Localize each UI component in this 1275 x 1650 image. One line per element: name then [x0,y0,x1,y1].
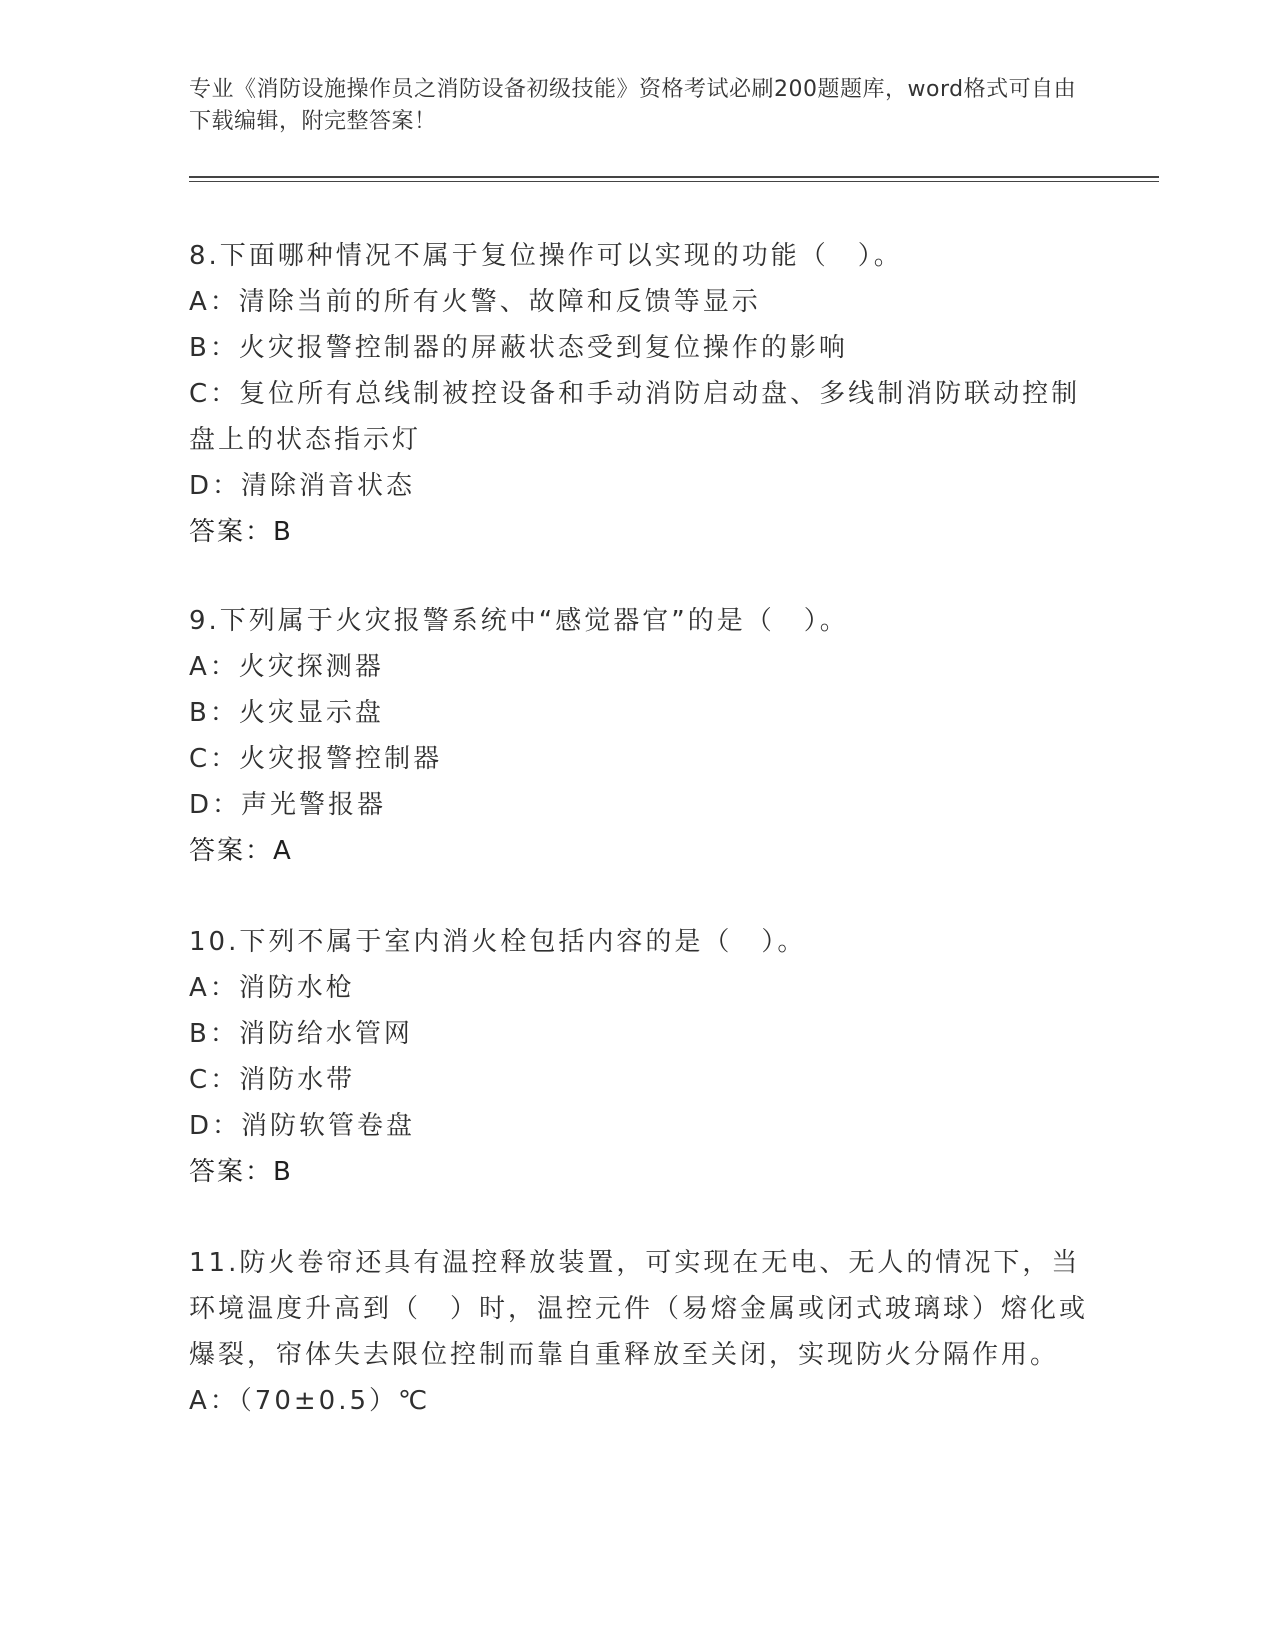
option-c: C：复位所有总线制被控设备和手动消防启动盘、多线制消防联动控制盘上的状态指示灯 [189,379,1081,455]
option-b: B：火灾显示盘 [189,698,384,728]
question-11 [189,1240,1089,1424]
answer: 答案：A [189,836,293,866]
question-9 [189,598,1089,874]
option-d: D：消防软管卷盘 [189,1111,416,1141]
option-b: B：消防给水管网 [189,1019,413,1049]
option-b: B：火灾报警控制器的屏蔽状态受到复位操作的影响 [189,333,848,363]
option-a: A：火灾探测器 [189,652,384,682]
question-8 [189,233,1089,555]
header-rule-bottom [189,181,1159,182]
question-stem: 11.防火卷帘还具有温控释放装置，可实现在无电、无人的情况下，当环境温度升高到（ ）时，温控元件（易熔金属或闭式玻璃球）熔化或爆裂，帘体失去限位控制而靠自重释放至关闭，实现防火分隔作用。 [189,1248,1089,1370]
question-stem: 9.下列属于火灾报警系统中“感觉器官”的是（ ）。 [189,606,849,636]
answer: 答案：B [189,1157,293,1187]
question-stem: 8.下面哪种情况不属于复位操作可以实现的功能（ ）。 [189,241,903,271]
option-c: C：火灾报警控制器 [189,744,443,774]
option-a: A：（70±0.5）℃ [189,1386,431,1416]
question-10 [189,919,1089,1195]
option-a: A：消防水枪 [189,973,355,1003]
header-rule-top [189,176,1159,178]
option-a: A：清除当前的所有火警、故障和反馈等显示 [189,287,761,317]
option-d: D：清除消音状态 [189,471,416,501]
answer: 答案：B [189,517,293,547]
option-d: D：声光警报器 [189,790,387,820]
option-c: C：消防水带 [189,1065,356,1095]
question-stem: 10.下列不属于室内消火栓包括内容的是（ ）。 [189,927,807,957]
document-header: 专业《消防设施操作员之消防设备初级技能》资格考试必刷200题题库，word格式可自由下载编辑，附完整答案！ [189,77,1077,134]
